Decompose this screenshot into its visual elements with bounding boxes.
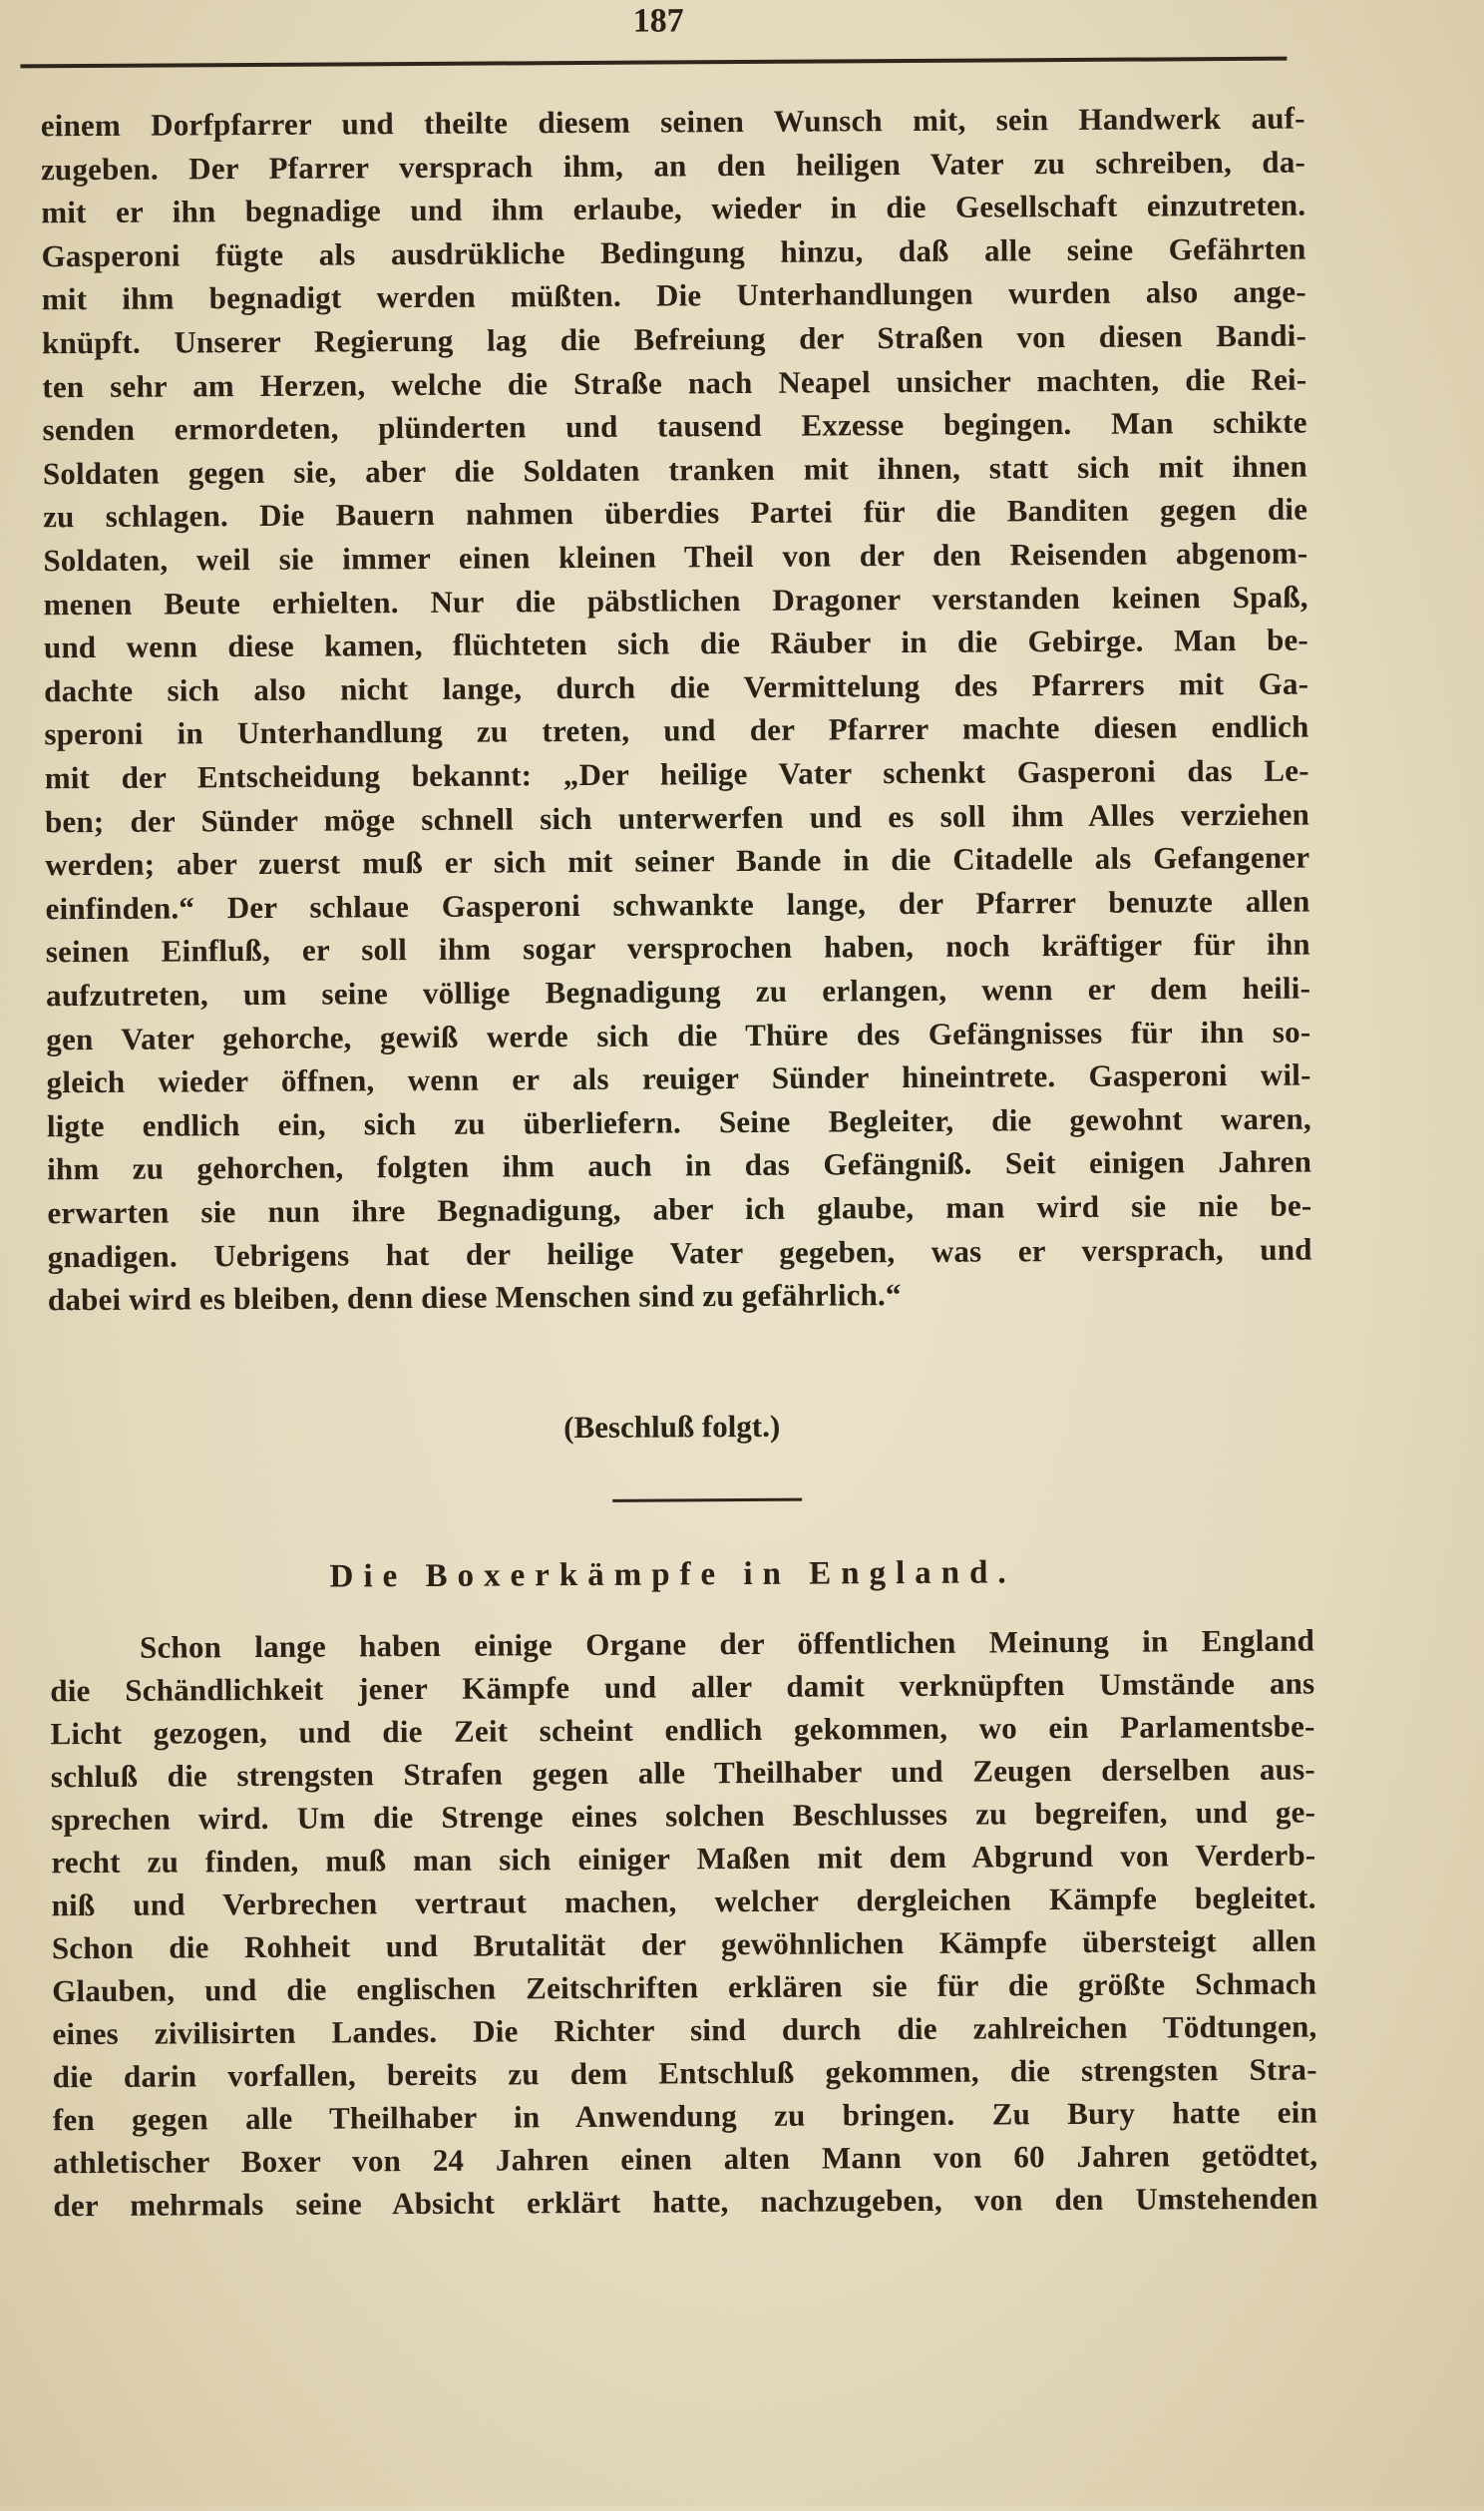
section-divider (612, 1498, 802, 1502)
text-line: einem Dorfpfarrer und theilte diesem seinen Wunsch mit, sein Handwerk auf- (40, 100, 1305, 144)
text-line: seinen Einfluß, er soll ihm sogar versprochen haben, noch kräftiger für ihn (45, 926, 1310, 970)
text-line: aufzutreten, um seine völlige Begnadigung zu erlangen, wenn er dem heili- (45, 970, 1311, 1014)
text-line: zu schlagen. Die Bauern nahmen überdies Partei für die Banditen gegen die (43, 491, 1308, 535)
text-line: fen gegen alle Theilhaber in Anwendung zu bringen. Zu Bury hatte ein (52, 2094, 1318, 2138)
text-line: der mehrmals seine Absicht erklärt hatte, nachzugeben, von den Umstehenden (53, 2180, 1318, 2224)
text-line: Gasperoni fügte als ausdrükliche Bedingung hinzu, daß alle seine Gefährten (41, 230, 1306, 274)
text-line: gen Vater gehorche, gewiß werde sich die Thüre des Gefängnisses für ihn so- (46, 1014, 1311, 1056)
text-line: und wenn diese kamen, flüchteten sich die Räuber in die Gebirge. Man be- (43, 622, 1309, 665)
text-line: ben; der Sünder möge schnell sich unterwerfen und es soll ihm Alles verziehen (44, 796, 1310, 839)
text-line: Schon lange haben einige Organe der öffentlichen Meinung in England (139, 1622, 1315, 1665)
article-title: Die Boxerkämpfe in England. (329, 1554, 1016, 1595)
text-line: mit er ihn begnadige und ihm erlaube, wieder in die Gesellschaft einzutreten. (41, 187, 1306, 230)
text-line: dabei wird es bleiben, denn diese Menschen sind zu gefährlich.“ (47, 1277, 902, 1318)
text-line: Glauben, und die englischen Zeitschriften erklären sie für die größte Schmach (52, 1965, 1317, 2009)
text-line: die darin vorfallen, bereits zu dem Entschluß gekommen, die strengsten Stra- (52, 2051, 1317, 2095)
text-line: einfinden.“ Der schlaue Gasperoni schwankte lange, der Pfarrer benuzte allen (45, 883, 1310, 927)
text-line: gleich wieder öffnen, wenn er als reuiger Sünder hineintrete. Gasperoni wil- (46, 1056, 1311, 1100)
text-line: dachte sich also nicht lange, durch die Vermittelung des Pfarrers mit Ga- (44, 665, 1309, 709)
text-line: Soldaten gegen sie, aber die Soldaten tranken mit ihnen, statt sich mit ihnen (42, 448, 1307, 492)
text-line: Schon die Rohheit und Brutalität der gewöhnlichen Kämpfe übersteigt allen (51, 1922, 1316, 1966)
text-line: schluß die strengsten Strafen gegen alle Theilhaber und Zeugen derselben aus- (50, 1751, 1315, 1795)
text-line: Soldaten, weil sie immer einen kleinen Theil von der den Reisenden abgenom- (43, 535, 1308, 579)
text-line: ihm zu gehorchen, folgten ihm auch in das Gefängniß. Seit einigen Jahren (47, 1143, 1312, 1187)
text-line: speroni in Unterhandlung zu treten, und der Pfarrer machte diesen endlich (44, 708, 1309, 752)
text-line: mit der Entscheidung bekannt: „Der heilige Vater schenkt Gasperoni das Le- (44, 752, 1309, 796)
text-line: knüpft. Unserer Regierung lag die Befreiung der Straßen von diesen Bandi- (41, 317, 1307, 361)
text-line: recht zu finden, muß man sich einiger Maßen mit dem Abgrund von Verderb- (51, 1837, 1316, 1881)
text-line: niß und Verbrechen vertraut machen, welcher dergleichen Kämpfe begleitet. (51, 1880, 1316, 1923)
text-line: gnadigen. Uebrigens hat der heilige Vater gegeben, was er versprach, und (47, 1231, 1312, 1274)
text-line: erwarten sie nun ihre Begnadigung, aber ich glaube, man wird sie nie be- (47, 1187, 1312, 1231)
text-line: eines zivilisirten Landes. Die Richter sind durch die zahlreichen Tödtungen, (52, 2008, 1317, 2052)
text-line: mit ihm begnadigt werden müßten. Die Unterhandlungen wurden also ange- (41, 273, 1306, 317)
text-line: menen Beute erhielten. Nur die päbstlichen Dragoner verstanden keinen Spaß, (43, 579, 1308, 622)
text-line: Licht gezogen, und die Zeit scheint endlich gekommen, wo ein Parlamentsbe- (50, 1708, 1315, 1752)
text-line: werden; aber zuerst muß er sich mit seiner Bande in die Citadelle als Gefangener (45, 839, 1310, 883)
page-number: 187 (632, 2, 684, 40)
text-line: senden ermordeten, plünderten und tausend Exzesse begingen. Man schikte (42, 404, 1307, 448)
text-line: zugeben. Der Pfarrer versprach ihm, an den heiligen Vater zu schreiben, da- (40, 144, 1306, 187)
text-line: ten sehr am Herzen, welche die Straße nach Neapel unsicher machten, die Rei- (42, 361, 1307, 404)
text-line: athletischer Boxer von 24 Jahren einen alten Mann von 60 Jahren getödtet, (53, 2137, 1318, 2181)
text-line: die Schändlichkeit jener Kämpfe und aller damit verknüpften Umstände ans (50, 1665, 1315, 1709)
text-line: sprechen wird. Um die Strenge eines solchen Beschlusses zu begreifen, und ge- (51, 1794, 1316, 1838)
text-line: ligte endlich ein, sich zu überliefern. Seine Begleiter, die gewohnt waren, (46, 1100, 1311, 1144)
header-rule (20, 57, 1287, 69)
continued-note: (Beschluß folgt.) (563, 1408, 781, 1446)
